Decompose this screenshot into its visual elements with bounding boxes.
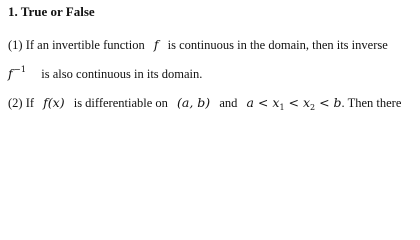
ineq-mid: < x <box>284 95 311 110</box>
sub-1: 1 <box>279 103 285 112</box>
inverse-function <box>8 66 26 81</box>
interval-ab: (a, b) <box>177 95 211 110</box>
inverse-base: f <box>8 66 13 81</box>
item-2-line-1 <box>8 95 401 113</box>
function-fx: f(x) <box>43 95 65 110</box>
item-1-line-2 <box>8 66 202 84</box>
item-1-text-a: (1) If an invertible function <box>8 38 145 52</box>
item-1-text-b: is continuous in the domain, then its inverse <box>167 38 388 52</box>
item-2-text-b: is differentiable on <box>73 96 168 110</box>
function-f: f <box>153 37 159 52</box>
item-1-line-1 <box>8 37 388 53</box>
item-2-text-a: (2) If <box>8 96 35 110</box>
inverse-exponent: −1 <box>13 65 27 75</box>
sub-2: 2 <box>310 103 316 112</box>
ineq-a: a < x <box>246 95 280 110</box>
item-2-text-c: and <box>219 96 238 110</box>
item-2-text-d: . Then there <box>341 96 402 110</box>
problem-page <box>0 0 420 118</box>
inequality <box>247 95 342 110</box>
item-1-text-c: is also continuous in its domain. <box>41 67 203 81</box>
ineq-end: < b <box>315 95 342 110</box>
section-heading: 1. True or False <box>8 4 95 19</box>
